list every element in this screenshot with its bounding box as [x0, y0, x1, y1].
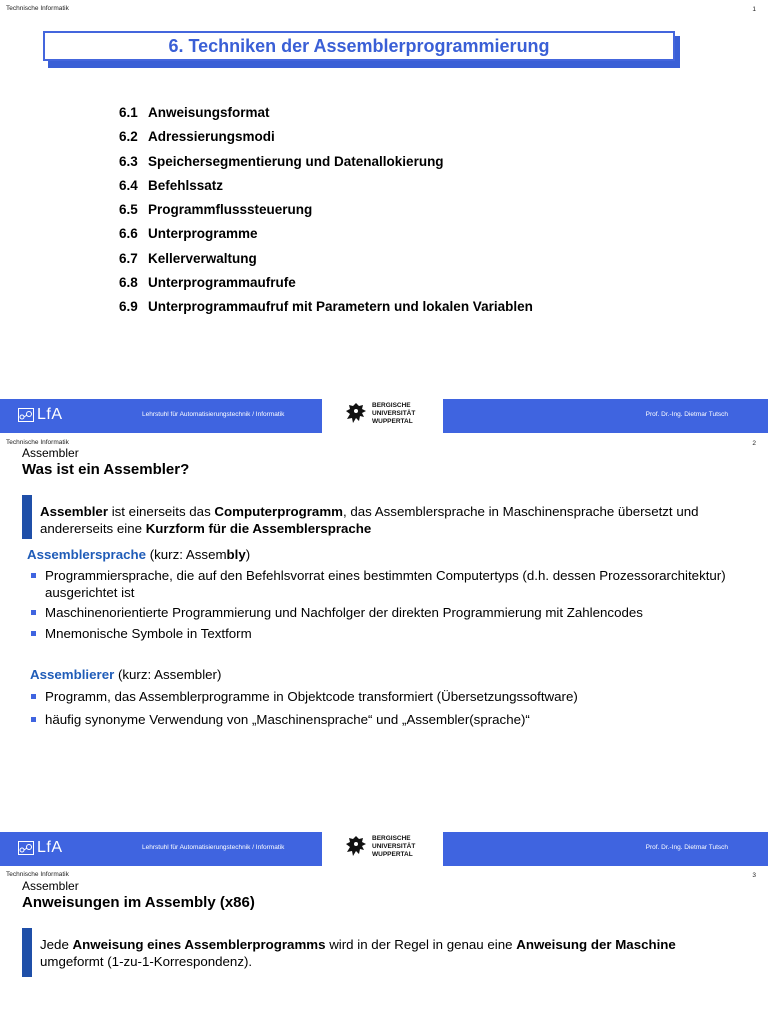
university-line-3: WUPPERTAL — [372, 418, 413, 425]
table-of-contents — [119, 103, 533, 322]
university-logo — [344, 401, 415, 427]
term-anweisung-maschine: Anweisung der Maschine — [516, 937, 676, 952]
lion-crest-icon — [344, 401, 368, 427]
toc-label: Kellerverwaltung — [148, 250, 257, 266]
toc-number: 6.9 — [119, 299, 138, 315]
lfa-logo — [18, 406, 63, 424]
section-kicker: Assembler — [22, 446, 79, 460]
lfa-logo-icon — [18, 408, 34, 422]
course-header: Technische Informatik — [6, 439, 69, 446]
toc-number: 6.4 — [119, 177, 138, 193]
course-header: Technische Informatik — [6, 871, 69, 878]
list-item: Maschinenorientierte Programmierung und Nachfolger der direkten Programmierung mit Zahlencodes — [30, 605, 730, 622]
text-bold: bly — [226, 547, 246, 562]
lion-crest-icon — [344, 834, 368, 860]
slide-3 — [0, 866, 768, 1024]
text: ) — [245, 547, 251, 562]
lfa-logo-icon — [18, 841, 34, 855]
university-name — [372, 835, 415, 859]
toc-item[interactable] — [119, 249, 533, 273]
toc-item[interactable] — [119, 152, 533, 176]
slide-footer — [0, 399, 768, 433]
footer-left-band — [0, 399, 322, 433]
professor-label: Prof. Dr.-Ing. Dietmar Tutsch — [645, 844, 728, 851]
text: ist einerseits das — [108, 504, 215, 519]
footer-right-band — [443, 399, 768, 433]
course-header: Technische Informatik — [6, 5, 69, 12]
toc-label: Programmflusssteuerung — [148, 202, 313, 218]
toc-number: 6.3 — [119, 153, 138, 169]
toc-number: 6.5 — [119, 202, 138, 218]
text: wird in der Regel in genau eine — [325, 937, 517, 952]
text: umgeformt (1-zu-1-Korrespondenz). — [40, 954, 253, 969]
lehrstuhl-label: Lehrstuhl für Automatisierungstechnik / Informatik — [142, 411, 285, 418]
professor-label: Prof. Dr.-Ing. Dietmar Tutsch — [645, 411, 728, 418]
toc-label: Unterprogrammaufrufe — [148, 275, 296, 291]
footer-left-band — [0, 832, 322, 866]
accent-bar — [22, 928, 32, 977]
university-line-2: UNIVERSITÄT — [372, 410, 416, 417]
term-computerprogramm: Computerprogramm — [214, 504, 343, 519]
university-line-1: BERGISCHE — [372, 402, 411, 409]
page-number: 1 — [752, 6, 756, 13]
toc-item[interactable] — [119, 224, 533, 248]
university-name — [372, 402, 415, 426]
list-item: Programmiersprache, die auf den Befehlsvorrat eines bestimmten Computertyps (d.h. dessen Prozessorarchitektur) ausgerichtet ist — [30, 568, 730, 601]
toc-label: Befehlssatz — [148, 177, 224, 193]
page-number: 2 — [752, 440, 756, 447]
toc-item[interactable] — [119, 200, 533, 224]
statement-text — [40, 936, 740, 970]
list-item: häufig synonyme Verwendung von „Maschinensprache“ und „Assembler(sprache)“ — [30, 712, 730, 729]
text: (kurz: Assembler) — [114, 667, 222, 682]
university-line-1: BERGISCHE — [372, 835, 411, 842]
slide-title: Was ist ein Assembler? — [22, 461, 190, 478]
slide-footer — [0, 832, 768, 866]
slide-2 — [0, 434, 768, 866]
list-item: Programm, das Assemblerprogramme in Objektcode transformiert (Übersetzungssoftware) — [30, 689, 730, 706]
university-line-3: WUPPERTAL — [372, 851, 413, 858]
term-assembler: Assembler — [40, 504, 108, 519]
slide-1 — [0, 0, 768, 434]
toc-label: Anweisungsformat — [148, 105, 270, 120]
toc-label: Adressierungsmodi — [148, 129, 275, 145]
toc-item[interactable] — [119, 127, 533, 151]
section-heading-assemblierer — [30, 667, 221, 682]
slide-title: Anweisungen im Assembly (x86) — [22, 894, 255, 911]
bullet-list-assemblierer — [30, 689, 730, 732]
page-number: 3 — [752, 872, 756, 879]
bullet-list-assemblersprache — [30, 568, 730, 646]
text: , das Assemblersprache in Maschinensprache übersetzt und andererseits eine — [40, 504, 699, 536]
lehrstuhl-label: Lehrstuhl für Automatisierungstechnik / Informatik — [142, 844, 285, 851]
toc-number: 6.1 — [119, 105, 138, 120]
section-term: Assemblierer — [30, 667, 115, 682]
title-box — [43, 31, 675, 61]
toc-number: 6.7 — [119, 250, 138, 266]
text: Jede — [40, 937, 73, 952]
text: (kurz: Assem — [146, 547, 227, 562]
toc-label: Unterprogrammaufruf mit Parametern und lokalen Variablen — [148, 299, 533, 315]
section-term: Assemblersprache — [27, 547, 146, 562]
toc-number: 6.2 — [119, 129, 138, 145]
accent-bar — [22, 495, 32, 539]
term-kurzform: Kurzform für die Assemblersprache — [145, 521, 372, 536]
footer-right-band — [443, 832, 768, 866]
slide-title: 6. Techniken der Assemblerprogrammierung — [168, 35, 550, 56]
term-anweisung-programm: Anweisung eines Assemblerprogramms — [72, 937, 326, 952]
university-line-2: UNIVERSITÄT — [372, 843, 416, 850]
toc-label: Unterprogramme — [148, 226, 258, 242]
section-heading-assemblersprache — [27, 547, 250, 562]
university-logo — [344, 834, 415, 860]
lfa-logo — [18, 839, 63, 857]
lfa-logo-text: LfA — [37, 839, 63, 856]
toc-item[interactable] — [119, 103, 533, 127]
toc-item[interactable] — [119, 176, 533, 200]
toc-number: 6.8 — [119, 275, 138, 291]
definition-text — [40, 503, 740, 537]
section-kicker: Assembler — [22, 879, 79, 893]
toc-item[interactable] — [119, 273, 533, 297]
toc-label: Speichersegmentierung und Datenallokierung — [148, 153, 444, 169]
lfa-logo-text: LfA — [37, 406, 63, 423]
toc-item[interactable] — [119, 297, 533, 321]
toc-number: 6.6 — [119, 226, 138, 242]
list-item: Mnemonische Symbole in Textform — [30, 626, 730, 643]
